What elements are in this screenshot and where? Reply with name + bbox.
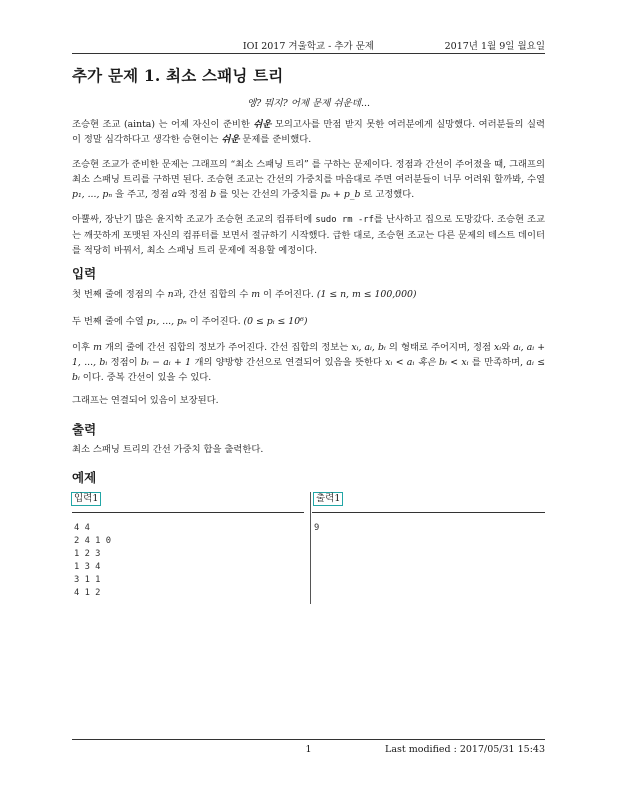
page-number: 1 [305,744,312,755]
output-text: 최소 스패닝 트리의 간선 가중치 합을 출력한다. [72,444,264,455]
input-line-2: 두 번째 줄에 수열 p₁, ..., pₙ 이 주어진다. (0 ≤ pᵢ ≤ 10⁶) [72,316,308,327]
intro-paragraph-2: 조승현 조교가 준비한 문제는 그래프의 “최소 스패닝 트리” 를 구하는 문제이다. 정점과 간선이 주어졌을 때, 그래프의 최소 스패닝 트리를 구하면 된다. 조승현 조교는 간선의 가중치를 마음대로 주면 여러분들이 너무 어려워 할까봐, 수열 p₁, ..., pₙ 을 주고, 정점 a와 정점 b 를 잇는 간선의 가중치를 pₐ + p_b 로 고정했다. [72,159,545,200]
example-input-rule [72,512,304,513]
example-output-label: 출력1 [313,492,343,506]
output-heading: 출력 [72,422,97,437]
example-output-block [314,522,319,535]
subtitle: 엥? 뭐지? 어제 문제 쉬운데... [246,98,371,109]
input-line-4: 그래프는 연결되어 있음이 보장된다. [72,395,219,406]
example-input-line: 4 4 [74,523,90,533]
example-input-line: 1 3 4 [74,562,101,572]
example-input-line: 3 1 1 [74,575,101,585]
input-line-1: 첫 번째 줄에 정점의 수 n과, 간선 집합의 수 m 이 주어진다. (1 ≤ n, m ≤ 100,000) [72,289,417,300]
example-input-line: 2 4 1 0 [74,536,112,546]
example-input-block [74,522,111,600]
header-rule [72,53,545,54]
example-input-line: 1 2 3 [74,549,101,559]
intro-paragraph-1: 조승현 조교 (ainta) 는 어제 자신이 준비한 쉬운 모의고사를 만점 받지 못한 여러분에게 실망했다. 여러분들의 실력이 정말 심각하다고 생각한 승현이는 쉬운 문제를 준비했다. [72,119,545,145]
header-course: IOI 2017 겨울학교 - 추가 문제 [242,41,375,52]
example-input-line: 4 1 2 [74,588,101,598]
input-line-3: 이후 m 개의 줄에 간선 집합의 정보가 주어진다. 간선 집합의 정보는 xᵢ, aᵢ, bᵢ 의 형태로 주어지며, 정점 xᵢ와 aᵢ, aᵢ + 1, ..., bᵢ 정점이 bᵢ − aᵢ + 1 개의 양방향 간선으로 연결되어 있음을 뜻한다 xᵢ < aᵢ 혹은 bᵢ < xᵢ 를 만족하며, aᵢ ≤ bᵢ 이다. 중복 간선이 있을 수 있다. [72,342,546,383]
example-input-label: 입력1 [71,492,101,506]
example-divider [310,492,311,604]
input-heading: 입력 [72,266,97,281]
footer-rule [72,739,545,740]
header-date: 2017년 1월 9일 월요일 [444,41,545,52]
page-title: 추가 문제 1. 최소 스패닝 트리 [72,66,284,85]
intro-paragraph-3: 아뿔싸, 장난기 많은 윤지학 조교가 조승현 조교의 컴퓨터에 sudo rm -rf를 난사하고 집으로 도망갔다. 조승현 조교는 깨끗하게 포맷된 자신의 컴퓨터를 보면서 절규하기 시작했다. 급한 대로, 조승현 조교는 다른 문제의 테스트 데이터를 적당히 바꿔서, 최소 스패닝 트리 문제에 적용할 예정이다. [72,214,546,256]
page-header [72,38,545,52]
example-heading: 예제 [72,470,97,485]
last-modified: Last modified : 2017/05/31 15:43 [385,744,545,755]
example-output-line: 9 [314,523,320,533]
example-output-rule [312,512,545,513]
